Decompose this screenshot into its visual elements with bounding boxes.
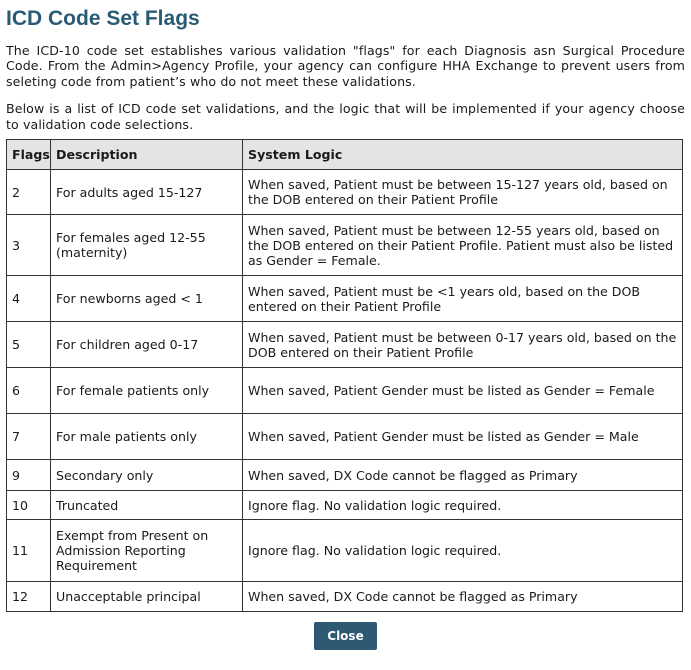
description-cell: For male patients only — [51, 414, 243, 460]
flag-cell: 4 — [7, 276, 51, 322]
description-cell: Truncated — [51, 491, 243, 520]
flag-cell: 3 — [7, 215, 51, 276]
column-header-flags: Flags — [7, 140, 51, 170]
flag-cell: 7 — [7, 414, 51, 460]
description-cell: Secondary only — [51, 460, 243, 491]
description-cell: For females aged 12-55 (maternity) — [51, 215, 243, 276]
column-header-system-logic: System Logic — [243, 140, 683, 170]
column-header-description: Description — [51, 140, 243, 170]
flag-cell: 6 — [7, 368, 51, 414]
button-row — [6, 622, 685, 650]
table-row — [7, 520, 683, 582]
logic-cell: When saved, DX Code cannot be flagged as Primary — [243, 582, 683, 612]
table-row — [7, 215, 683, 276]
flag-cell: 12 — [7, 582, 51, 612]
description-cell: Unacceptable principal — [51, 582, 243, 612]
description-cell: For female patients only — [51, 368, 243, 414]
table-row — [7, 491, 683, 520]
table-row — [7, 170, 683, 215]
description-cell: For adults aged 15-127 — [51, 170, 243, 215]
flag-cell: 9 — [7, 460, 51, 491]
intro-paragraph: The ICD-10 code set establishes various validation "flags" for each Diagnosis asn Surgical Procedure Code. From the Admin>Agency Profile, your agency can configure HHA Exchange to prevent users from seleting code from patient’s who do not meet these validations. — [6, 43, 685, 89]
table-row — [7, 276, 683, 322]
logic-cell: When saved, Patient must be between 0-17 years old, based on the DOB entered on their Patient Profile — [243, 322, 683, 368]
close-button[interactable]: Close — [314, 622, 377, 650]
description-cell: For children aged 0-17 — [51, 322, 243, 368]
description-cell: For newborns aged < 1 — [51, 276, 243, 322]
logic-cell: When saved, Patient Gender must be listed as Gender = Female — [243, 368, 683, 414]
description-cell: Exempt from Present on Admission Reporting Requirement — [51, 520, 243, 582]
table-row — [7, 368, 683, 414]
flag-cell: 10 — [7, 491, 51, 520]
flag-cell: 5 — [7, 322, 51, 368]
list-intro-paragraph: Below is a list of ICD code set validations, and the logic that will be implemented if your agency choose to validation code selections. — [6, 101, 685, 132]
logic-cell: When saved, Patient must be between 12-55 years old, based on the DOB entered on their Patient Profile. Patient must also be listed as Gender = Female. — [243, 215, 683, 276]
table-header-row — [7, 140, 683, 170]
table-row — [7, 322, 683, 368]
logic-cell: When saved, DX Code cannot be flagged as Primary — [243, 460, 683, 491]
flag-cell: 2 — [7, 170, 51, 215]
logic-cell: When saved, Patient must be between 15-127 years old, based on the DOB entered on their Patient Profile — [243, 170, 683, 215]
logic-cell: When saved, Patient Gender must be listed as Gender = Male — [243, 414, 683, 460]
logic-cell: Ignore flag. No validation logic required. — [243, 491, 683, 520]
logic-cell: When saved, Patient must be <1 years old, based on the DOB entered on their Patient Profile — [243, 276, 683, 322]
dialog-title: ICD Code Set Flags — [6, 7, 200, 30]
logic-cell: Ignore flag. No validation logic required. — [243, 520, 683, 582]
table-row — [7, 460, 683, 491]
table-row — [7, 414, 683, 460]
flags-table — [6, 139, 683, 612]
table-row — [7, 582, 683, 612]
flag-cell: 11 — [7, 520, 51, 582]
